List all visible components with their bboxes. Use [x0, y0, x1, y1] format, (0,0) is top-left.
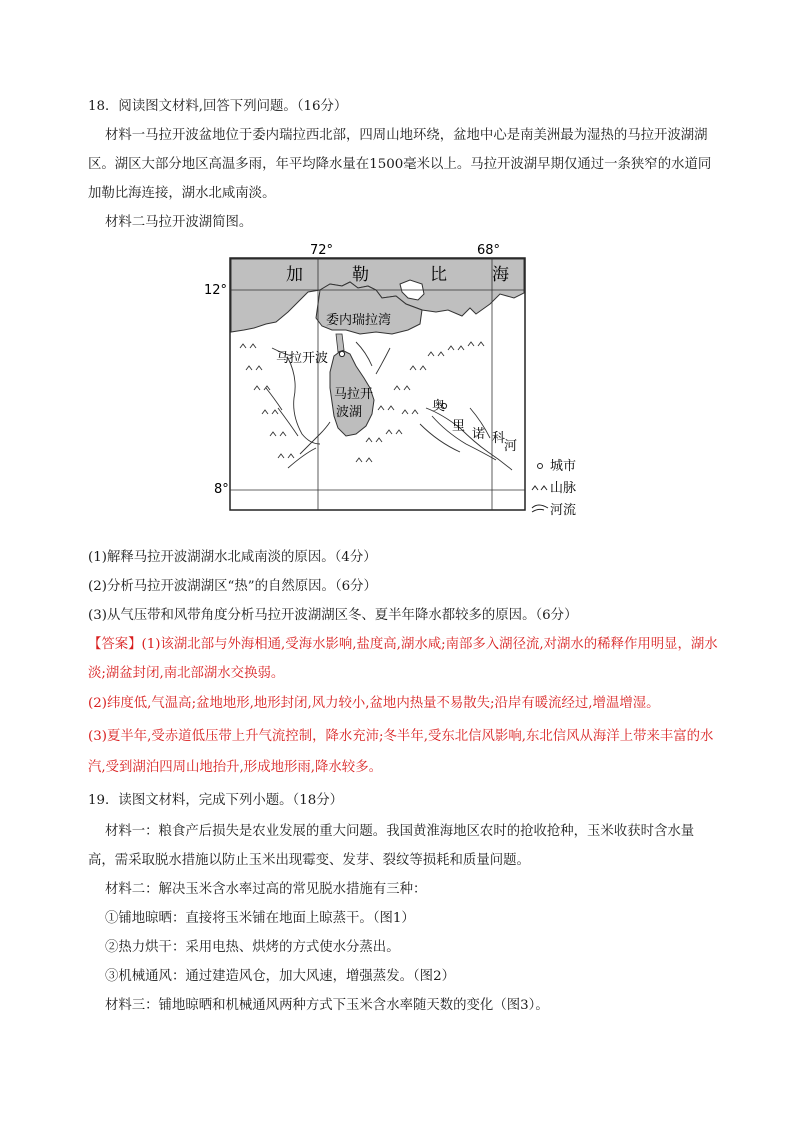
lat-12-label: 12°: [204, 283, 228, 298]
answer-line4: (3)夏半年,受赤道低压带上升气流控制，降水充沛;冬半年,受东北信风影响,东北信风从海洋上带来丰富的水: [88, 729, 714, 744]
legend-city-label: 城市: [550, 459, 577, 474]
q18-material2: 材料二马拉开波湖简图。: [105, 215, 253, 230]
gulf-label: 委内瑞拉湾: [326, 313, 392, 328]
answer-line3: (2)纬度低,气温高;盆地地形,地形封闭,风力较小,盆地内热量不易散失;沿岸有暖流经过,增温增湿。: [88, 696, 660, 711]
q19-header: 19．读图文材料，完成下列小题。（18分）: [88, 793, 344, 808]
sea-char-1: 加: [286, 265, 303, 285]
q18-question1: (1)解释马拉开波湖湖水北咸南淡的原因。（4分）: [88, 550, 377, 565]
q18-material1-line3: 加勒比海连接，湖水北咸南淡。: [88, 186, 276, 201]
sea-char-3: 比: [430, 265, 447, 285]
q18-material1-line1: 材料一马拉开波盆地位于委内瑞拉西北部，四周山地环绕，盆地中心是南美洲最为湿热的马拉开波湖湖: [105, 128, 708, 143]
q18-question2: (2)分析马拉开波湖湖区“热”的自然原因。（6分）: [88, 579, 377, 594]
city-marker: [339, 351, 344, 356]
river-char-1: 奥: [432, 399, 446, 414]
legend-mountain-label: 山脉: [550, 481, 577, 496]
answer-line5: 汽,受到湖泊四周山地抬升,形成地形雨,降水较多。: [88, 760, 382, 775]
lon-68-label: 68°: [477, 243, 501, 258]
q18-question3: (3)从气压带和风带角度分析马拉开波湖湖区冬、夏半年降水都较多的原因。（6分）: [88, 608, 578, 623]
river-char-4: 科: [492, 431, 506, 446]
river-char-2: 里: [452, 419, 466, 434]
lat-8-label: 8°: [214, 482, 229, 497]
lake-label-line2: 波湖: [336, 405, 363, 420]
lake-label-line1: 马拉开: [334, 387, 374, 402]
answer-line2: 淡;湖盆封闭,南北部湖水交换弱。: [88, 666, 285, 681]
q19-material1-line2: 高，需采取脱水措施以防止玉米出现霉变、发芽、裂纹等损耗和质量问题。: [88, 853, 530, 868]
q19-method3: ③机械通风：通过建造风仓，加大风速，增强蒸发。（图2）: [105, 969, 455, 984]
q19-method2: ②热力烘干：采用电热、烘烤的方式使水分蒸出。: [105, 940, 400, 955]
legend-city-icon: [538, 464, 543, 469]
legend-river-label: 河流: [550, 503, 577, 518]
q19-material3: 材料三：铺地晾晒和机械通风两种方式下玉米含水率随天数的变化（图3）。: [105, 998, 549, 1013]
city-label: 马拉开波: [276, 351, 329, 366]
sea-char-4: 海: [492, 265, 509, 285]
legend-mountain-icon: [532, 486, 547, 490]
q18-material1-line2: 区。湖区大部分地区高温多雨，年平均降水量在1500毫米以上。马拉开波湖早期仅通过一条狭窄的水道同: [88, 157, 712, 172]
river-char-3: 诺: [472, 427, 486, 442]
q19-material2: 材料二：解决玉米含水率过高的常见脱水措施有三种：: [105, 882, 427, 897]
q19-method1: ①铺地晾晒：直接将玉米铺在地面上晾蒸干。（图1）: [105, 911, 415, 926]
q19-material1-line1: 材料一：粮食产后损失是农业发展的重大问题。我国黄淮海地区农时的抢收抢种，玉米收获时含水量: [105, 824, 695, 839]
lon-72-label: 72°: [310, 243, 334, 258]
answer-line1: 【答案】(1)该湖北部与外海相通,受海水影响,盐度高,湖水咸;南部多入湖径流,对湖水的稀释作用明显，湖水: [88, 637, 718, 652]
legend-river-icon: [532, 505, 548, 512]
sea-char-2: 勒: [352, 265, 369, 285]
q18-header: 18．阅读图文材料,回答下列问题。（16分）: [88, 99, 348, 114]
maracaibo-map: [170, 238, 590, 520]
river-char-5: 河: [504, 439, 518, 454]
